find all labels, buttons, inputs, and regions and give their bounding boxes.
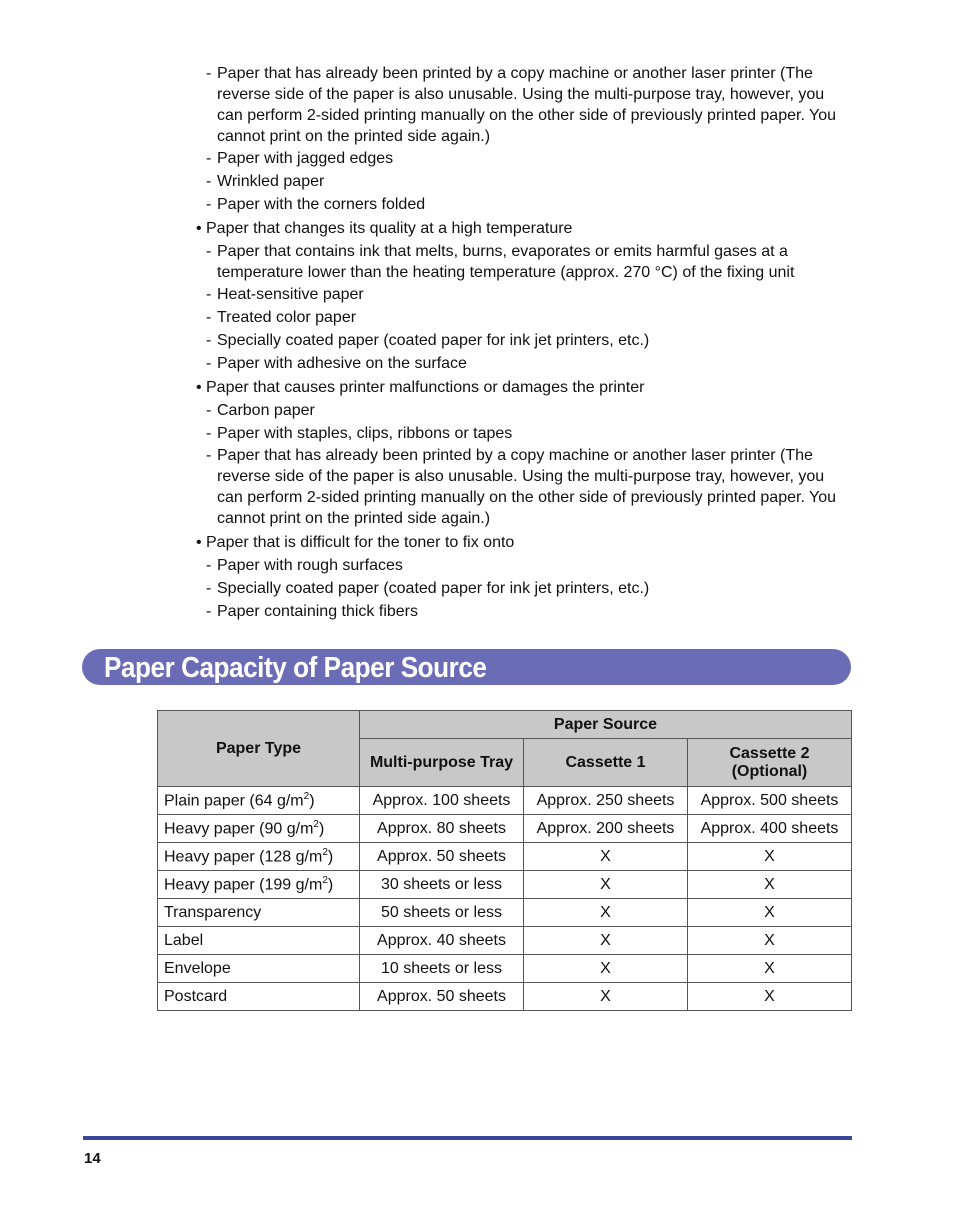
list-item: - Wrinkled paper [206,173,325,190]
list-item: - Treated color paper [206,309,357,326]
list-item: - Paper containing thick fibers [206,603,418,620]
table-row [158,899,852,927]
cell-paper-type: Heavy paper (90 $g/m^2$) [158,815,360,843]
cell-mp: 50 sheets or less [360,899,524,927]
table-row [158,815,852,843]
cell-paper-type: Label [158,927,360,955]
table-row [158,871,852,899]
footer-rule [83,1136,852,1140]
header-paper-source: Paper Source [360,711,852,739]
section-heading: Paper Capacity of Paper Source [104,652,487,684]
cell-c1: X [524,927,688,955]
table-row [158,843,852,871]
cell-c2: X [688,871,852,899]
table-row [158,955,852,983]
table-row [158,787,852,815]
cell-c2: X [688,983,852,1011]
header-paper-type: Paper Type [158,711,360,787]
cell-c1: X [524,955,688,983]
list-bullet: • Paper that is difficult for the toner to fix onto [196,534,515,551]
list-item: - Paper with the corners folded [206,196,426,213]
header-cassette-1: Cassette 1 [524,739,688,787]
cell-c2: Approx. 500 sheets [688,787,852,815]
cell-paper-type: Heavy paper (128 $g/m^2$) [158,843,360,871]
list-bullet: • Paper that causes printer malfunctions or damages the printer [196,379,645,396]
cell-mp: Approx. 50 sheets [360,983,524,1011]
list-item: - Paper with staples, clips, ribbons or tapes [206,425,513,442]
cell-c1: X [524,983,688,1011]
list-item: - Carbon paper [206,402,315,419]
cell-paper-type: Plain paper (64 $g/m^2$) [158,787,360,815]
header-cassette-2: Cassette 2 (Optional) [688,739,852,787]
list-item: - Specially coated paper (coated paper for ink jet printers, etc.) [206,580,650,597]
cell-c2: X [688,927,852,955]
cell-c1: X [524,843,688,871]
table-row [158,927,852,955]
cell-c1: Approx. 200 sheets [524,815,688,843]
cell-paper-type: Heavy paper (199 $g/m^2$) [158,871,360,899]
list-bullet: • Paper that changes its quality at a high temperature [196,220,573,237]
cell-mp: Approx. 40 sheets [360,927,524,955]
cell-mp: 30 sheets or less [360,871,524,899]
cell-c2: Approx. 400 sheets [688,815,852,843]
table-row [158,983,852,1011]
list-item: - Paper with adhesive on the surface [206,355,467,372]
section-heading-bar [82,649,851,685]
cell-mp: Approx. 50 sheets [360,843,524,871]
list-item: - Paper that has already been printed by a copy machine or another laser printer (The reverse side of the paper is also unusable. Using the multi-purpose tray, however, you can perform 2-sided printing manually on the other side of previously printed paper. You cannot print on the printed side again.) [206,65,837,145]
cell-c1: X [524,899,688,927]
cell-paper-type: Envelope [158,955,360,983]
cell-c2: X [688,955,852,983]
cell-mp: 10 sheets or less [360,955,524,983]
cell-paper-type: Postcard [158,983,360,1011]
list-item: - Paper that has already been printed by a copy machine or another laser printer (The reverse side of the paper is also unusable. Using the multi-purpose tray, however, you can perform 2-sided printing manually on the other side of previously printed paper. You cannot print on the printed side again.) [206,447,837,527]
page-number: 14 [84,1150,101,1167]
cell-c1: Approx. 250 sheets [524,787,688,815]
list-item: - Paper with jagged edges [206,150,394,167]
cell-c1: X [524,871,688,899]
paper-capacity-table [157,710,852,1011]
header-multi-purpose-tray: Multi-purpose Tray [360,739,524,787]
cell-mp: Approx. 100 sheets [360,787,524,815]
list-item: - Heat-sensitive paper [206,286,364,303]
list-item: - Paper with rough surfaces [206,557,403,574]
cell-mp: Approx. 80 sheets [360,815,524,843]
cell-c2: X [688,899,852,927]
cell-c2: X [688,843,852,871]
cell-paper-type: Transparency [158,899,360,927]
list-item: - Paper that contains ink that melts, burns, evaporates or emits harmful gases at a temperature lower than the heating temperature (approx. 270 °C) of the fixing unit [206,243,795,281]
list-item: - Specially coated paper (coated paper for ink jet printers, etc.) [206,332,650,349]
